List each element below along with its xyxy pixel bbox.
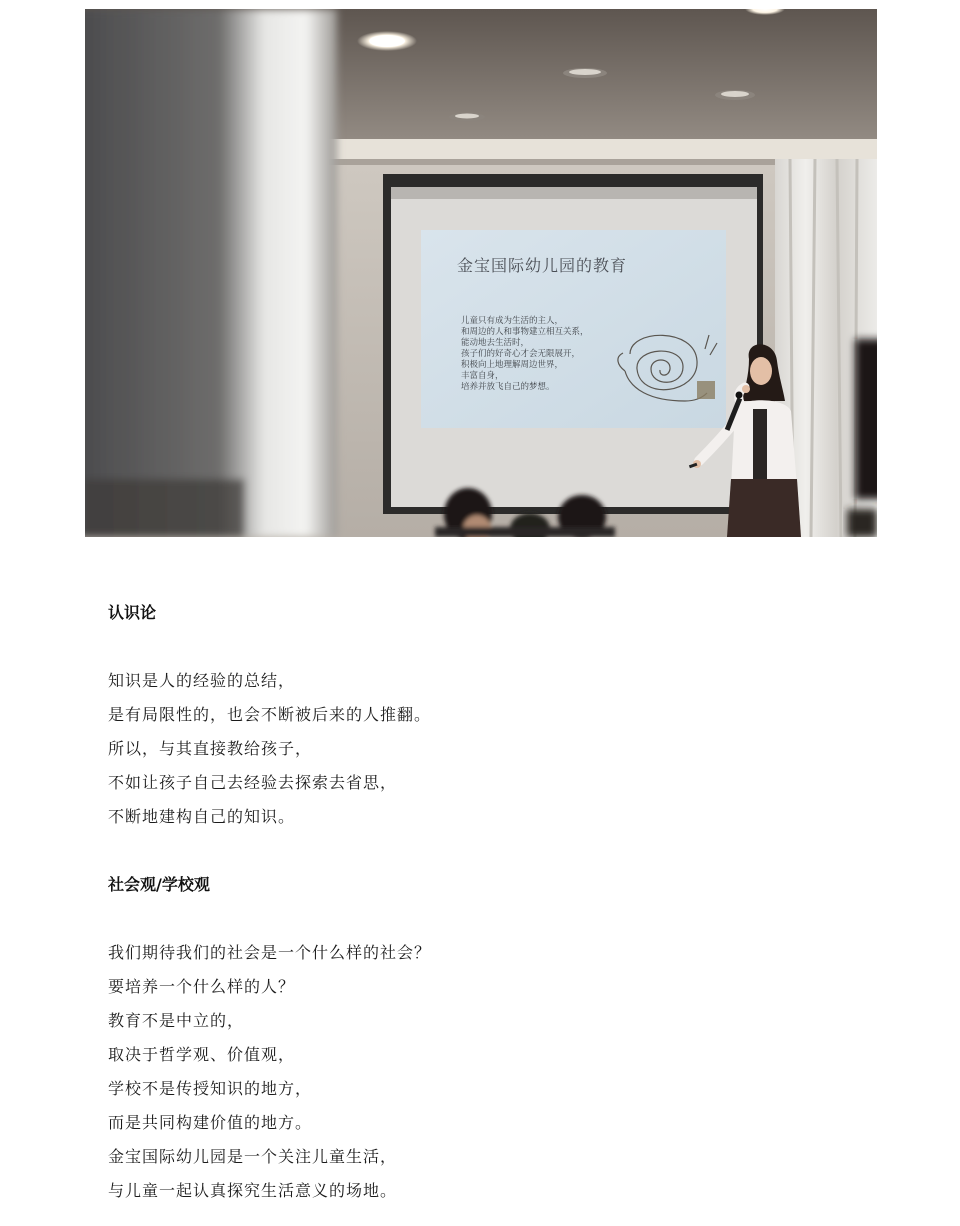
slide-line: 培养并放飞自己的梦想。 — [461, 382, 555, 392]
paragraph-line: 要培养一个什么样的人？ — [108, 977, 296, 996]
paragraph-line: 学校不是传授知识的地方， — [108, 1079, 313, 1098]
section-heading-epistemology: 认识论 — [108, 603, 157, 622]
article-body — [108, 596, 888, 1208]
paragraph-line: 知识是人的经验的总结， — [108, 671, 296, 690]
paragraph-line: 与儿童一起认真探究生活意义的场地。 — [108, 1181, 398, 1200]
spacer — [108, 834, 888, 868]
slide-line: 和周边的人和事物建立相互关系， — [461, 327, 589, 337]
paragraph-line: 是有局限性的，也会不断被后来的人推翻。 — [108, 705, 432, 724]
paragraph-line: 教育不是中立的， — [108, 1011, 245, 1030]
spacer — [108, 630, 888, 664]
slide-line: 积极向上地理解周边世界， — [461, 360, 564, 370]
paragraph-line: 所以，与其直接教给孩子， — [108, 739, 313, 758]
photo-scene — [85, 9, 877, 537]
spacer — [108, 902, 888, 936]
paragraph-line: 而是共同构建价值的地方。 — [108, 1113, 313, 1132]
paragraph-line: 不如让孩子自己去经验去探索去省思， — [108, 773, 398, 792]
slide-line: 孩子们的好奇心才会无限展开， — [461, 349, 581, 359]
paragraph-line: 取决于哲学观、价值观， — [108, 1045, 296, 1064]
slide-line: 儿童只有成为生活的主人， — [461, 316, 564, 326]
slide-line: 能动地去生活时， — [461, 338, 530, 348]
slide-line: 丰富自身， — [461, 371, 504, 381]
section-heading-society-school: 社会观/学校观 — [108, 875, 210, 894]
paragraph-line: 不断地建构自己的知识。 — [108, 807, 296, 826]
presentation-photo — [85, 9, 877, 537]
slide-title: 金宝国际幼儿园的教育 — [457, 256, 628, 275]
paragraph-line: 我们期待我们的社会是一个什么样的社会？ — [108, 943, 432, 962]
paragraph-line: 金宝国际幼儿园是一个关注儿童生活， — [108, 1147, 398, 1166]
